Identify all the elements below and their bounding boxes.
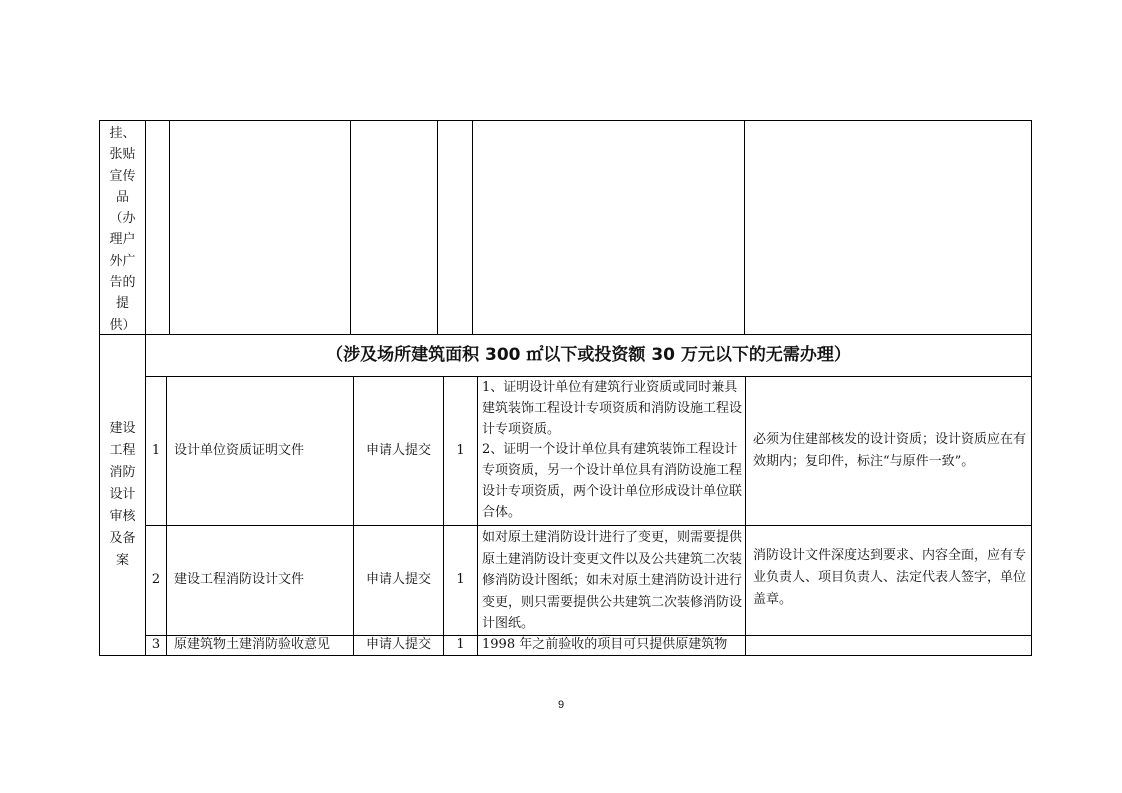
col-divider xyxy=(169,120,170,335)
material-requirement: 必须为住建部核发的设计资质；设计资质应在有效期内；复印件，标注“与原件一致”。 xyxy=(753,432,1027,469)
section-banner: （涉及场所建筑面积 300 ㎡以下或投资额 30 万元以下的无需办理） xyxy=(326,345,851,366)
material-source: 申请人提交 xyxy=(365,637,431,653)
table-top-border xyxy=(99,120,1032,121)
material-source: 申请人提交 xyxy=(365,572,431,588)
category-cell-promotional-materials: 挂、 张贴 宣传 品 （办 理户 外广 告的 提 供） xyxy=(109,126,136,333)
copies-count: 1 xyxy=(456,572,465,588)
material-name: 设计单位资质证明文件 xyxy=(174,442,305,458)
category-cell-fire-design-review: 建设 工程 消防 设计 审核 及备 案 xyxy=(109,421,136,568)
item-number: 1 xyxy=(151,442,161,458)
copies-count: 1 xyxy=(456,637,465,653)
col-divider xyxy=(744,120,745,335)
material-description: 1、证明设计单位有建筑行业资质或同时兼具建筑装饰工程设计专项资质和消防设施工程设计专项资质。 2、证明一个设计单位具有建筑装饰工程设计专项资质，另一个设计单位具有消防设施工程设计专项资质，两个设计单位形成设计单位联合体。 xyxy=(482,380,743,520)
material-name: 建设工程消防设计文件 xyxy=(174,572,305,588)
material-description: 如对原土建消防设计进行了变更，则需要提供原土建消防设计变更文件以及公共建筑二次装修消防设计图纸；如未对原土建消防设计进行变更，则只需要提供公共建筑二次装修消防设计图纸。 xyxy=(482,530,743,631)
item-number: 3 xyxy=(151,637,161,653)
material-requirement xyxy=(753,636,1027,655)
item-number: 2 xyxy=(151,572,161,588)
col-divider xyxy=(745,376,746,656)
col-divider xyxy=(477,376,478,656)
material-name: 原建筑物土建消防验收意见 xyxy=(174,637,331,653)
col-divider xyxy=(166,376,167,656)
col-divider xyxy=(437,120,438,335)
page-number: 9 xyxy=(557,699,565,711)
table-right-border xyxy=(1031,120,1032,656)
material-description: 1998 年之前验收的项目可只提供原建筑物 xyxy=(482,637,728,653)
col-divider xyxy=(350,120,351,335)
col-divider xyxy=(472,120,473,335)
material-source: 申请人提交 xyxy=(365,442,431,458)
material-requirement: 消防设计文件深度达到要求、内容全面，应有专业负责人、项目负责人、法定代表人签字，单位盖章。 xyxy=(753,548,1027,607)
copies-count: 1 xyxy=(456,442,465,458)
